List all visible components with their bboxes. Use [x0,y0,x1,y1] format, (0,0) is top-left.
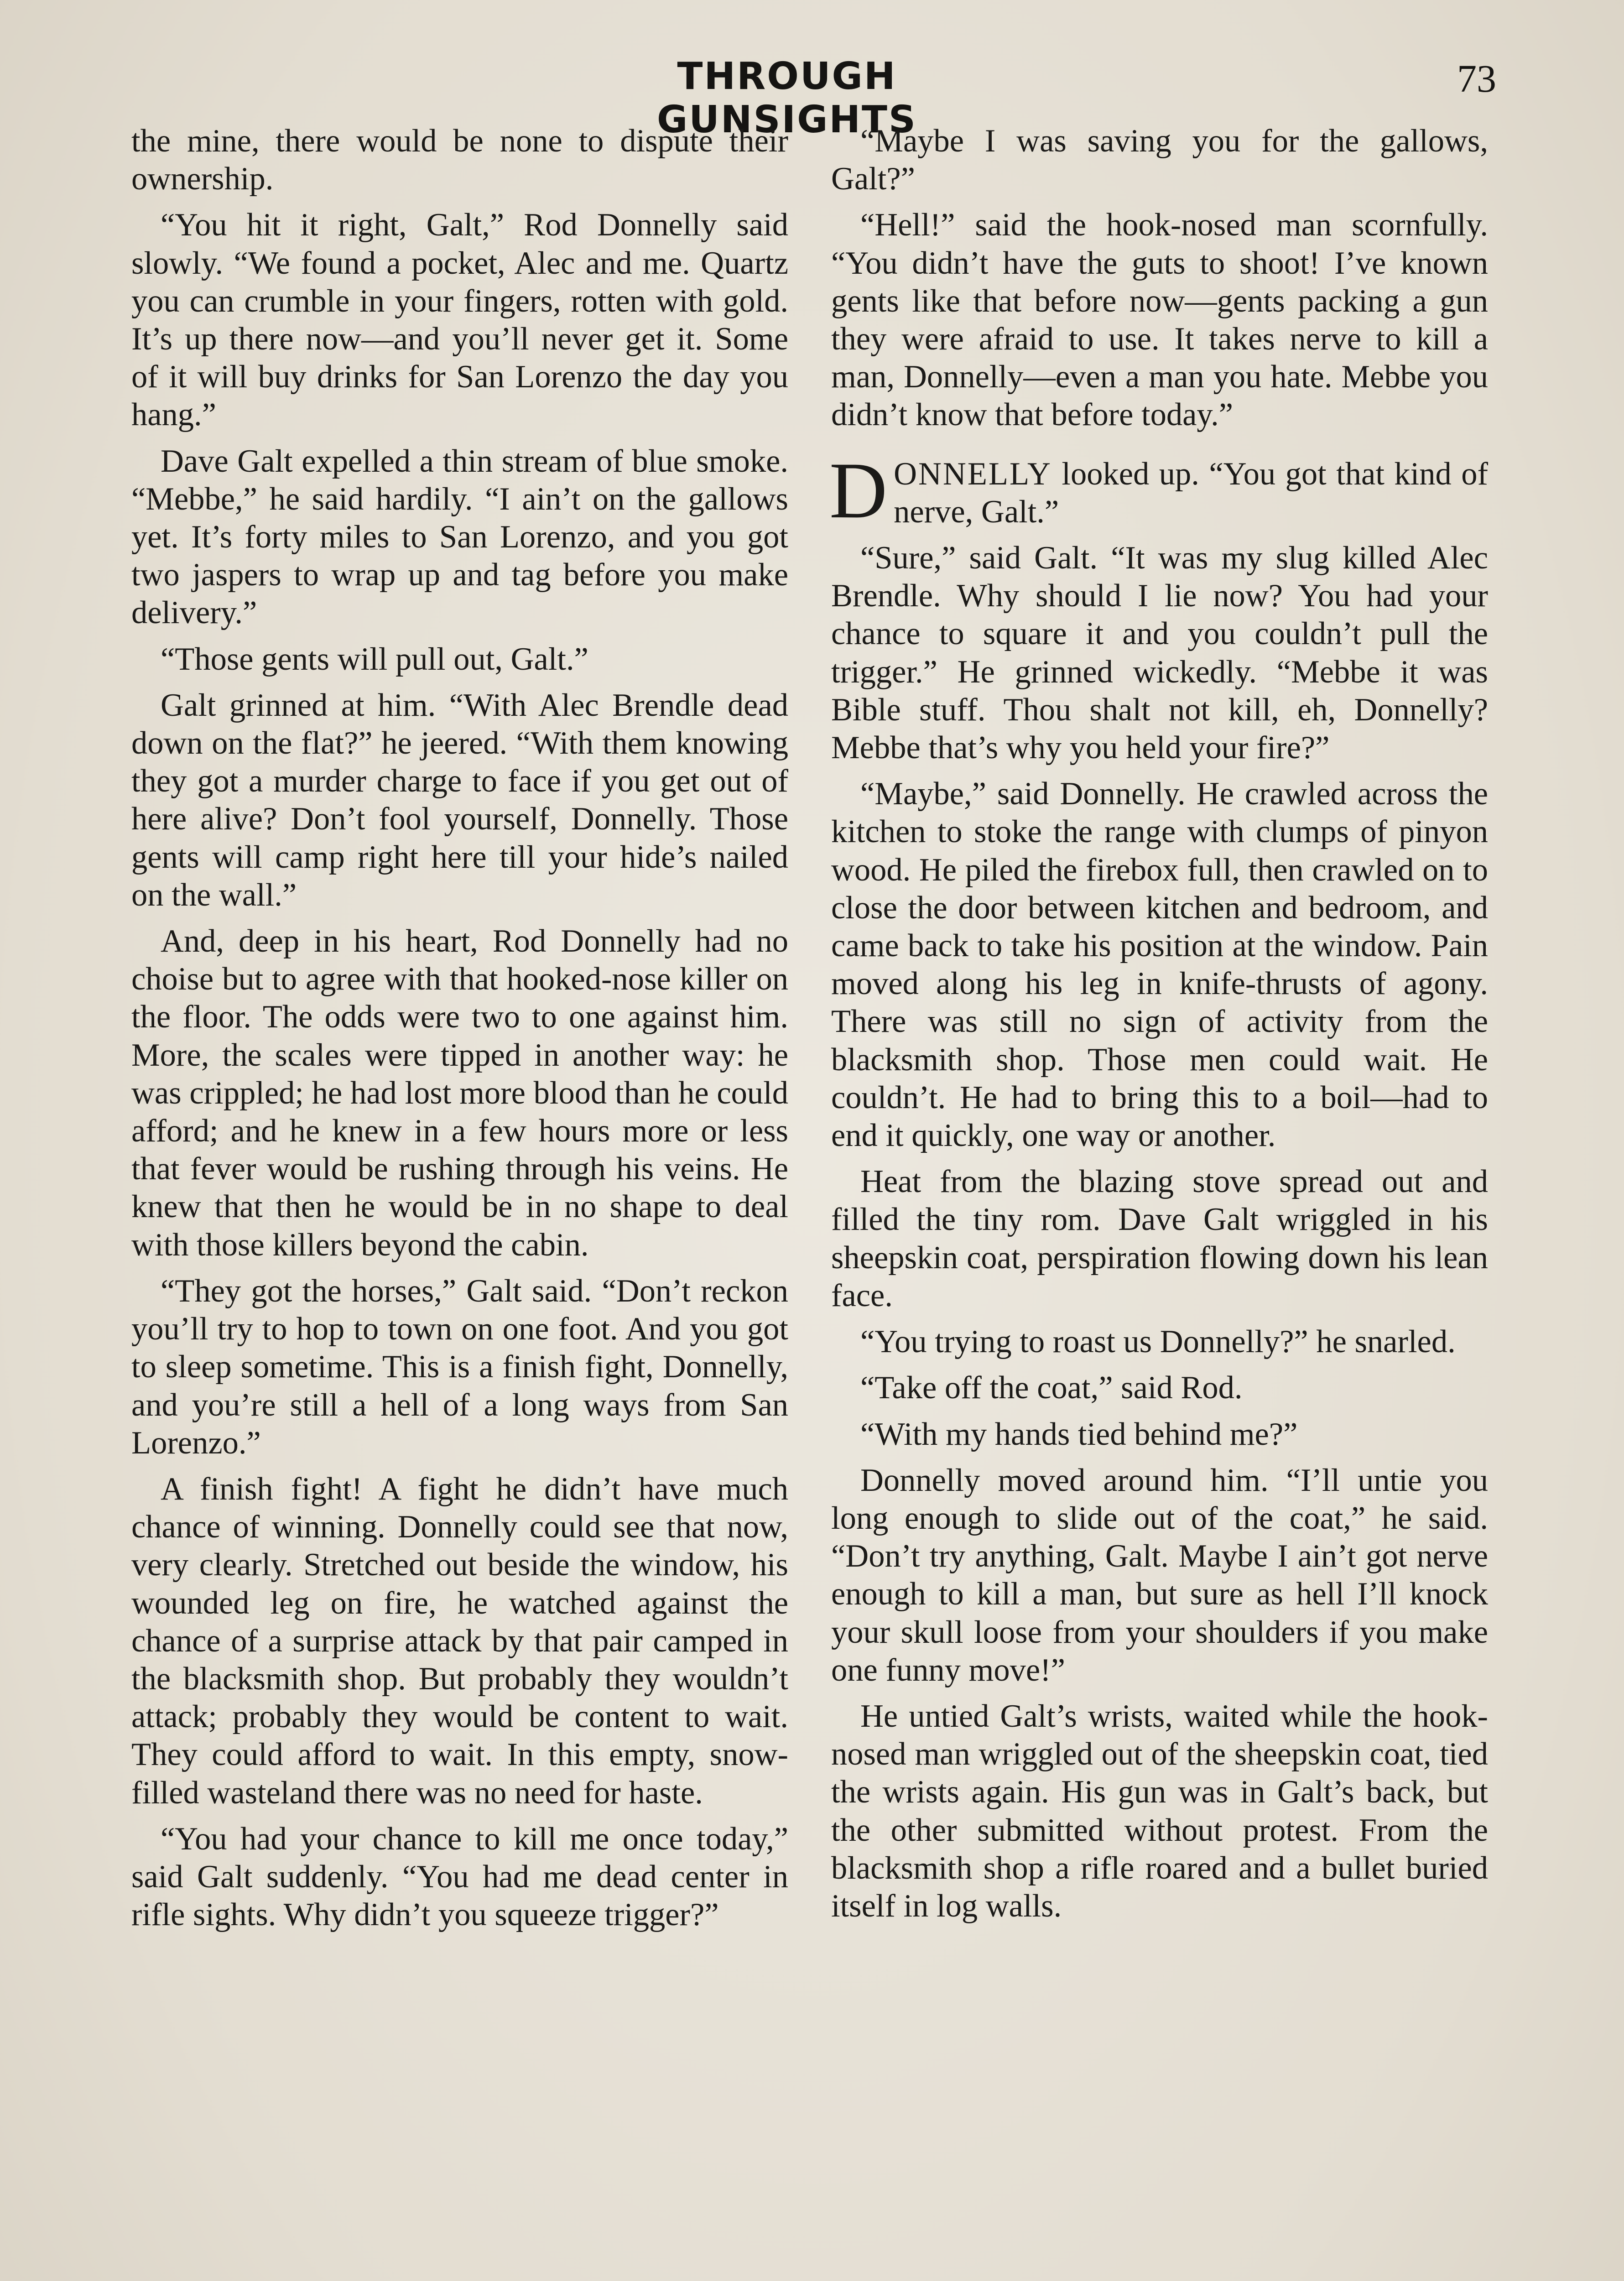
drop-cap-lead: ONNELLY [894,456,1052,492]
paragraph: “Take off the coat,” said Rod. [860,1370,1243,1406]
paragraph: Heat from the blazing stove spread out and filled the tiny rom. Dave Galt wriggled in his sheepskin coat, perspiration flowing down his lean face. [831,1164,1488,1313]
paragraph: A finish fight! A fight he didn’t have much chance of winning. Donnelly could see that now, very clearly. Stretched out beside the window, his wounded leg on fire, he watched against the chance of a surprise attack by that pair camped in the blacksmith shop. But probably they wouldn’t attack; probably they would be content to wait. They could afford to wait. In this empty, snow-filled wasteland there was no need for haste. [131,1471,788,1811]
paragraph: the mine, there would be none to dispute their ownership. [131,123,788,197]
right-column [831,122,1488,1933]
paragraph: Galt grinned at him. “With Alec Brendle dead down on the flat?” he jeered. “With them knowing they got a murder charge to face if you get out of here alive? Don’t fool yourself, Donnelly. Those gents will camp right here till your hide’s nailed on the wall.” [131,687,788,913]
paragraph: “You trying to roast us Donnelly?” he snarled. [860,1324,1456,1360]
section-break-paragraph [829,446,1488,535]
paragraph: He untied Galt’s wrists, waited while the hook-nosed man wriggled out of the sheepskin coat, tied the wrists again. His gun was in Galt’s back, but the other submitted without protest. From the blacksmith shop a rifle roared and a bullet buried itself in log walls. [831,1698,1488,1924]
running-title: THROUGH GUNSIGHTS [656,55,917,141]
paragraph: “Sure,” said Galt. “It was my slug killed Alec Brendle. Why should I lie now? You had your chance to square it and you couldn’t pull the trigger.” He grinned wickedly. “Mebbe it was Bible stuff. Thou shalt not kill, eh, Donnelly? Mebbe that’s why you held your fire?” [831,540,1488,766]
page-number: 73 [1457,57,1496,100]
drop-cap: D [829,446,888,535]
paragraph: “You had your chance to kill me once today,” said Galt suddenly. “You had me dead center in rifle sights. Why didn’t you squeeze trigger?” [131,1821,788,1933]
paragraph: “With my hands tied behind me?” [860,1416,1298,1452]
paragraph: “Maybe,” said Donnelly. He crawled across the kitchen to stoke the range with clumps of pinyon wood. He piled the firebox full, then crawled on to close the door between kitchen and bedroom, and came back to take his position at the window. Pain moved along his leg in knife-thrusts of agony. There was still no sign of activity from the blacksmith shop. Those men could wait. He couldn’t. He had to bring this to a boil—had to end it quickly, one way or another. [831,776,1488,1154]
paragraph: “You hit it right, Galt,” Rod Donnelly said slowly. “We found a pocket, Alec and me. Quartz you can crumble in your fingers, rotten with gold. It’s up there now—and you’ll never get it. Some of it will buy drinks for San Lorenzo the day you hang.” [131,207,788,433]
paragraph: Dave Galt expelled a thin stream of blue smoke. “Mebbe,” he said hardily. “I ain’t on the gallows yet. It’s forty miles to San Lorenzo, and you got two jaspers to wrap up and tag before you make delivery.” [131,443,788,631]
paragraph: “Those gents will pull out, Galt.” [161,641,588,677]
drop-cap-rest: looked up. “You got that kind of nerve, Galt.” [894,456,1488,530]
paragraph: “Maybe I was saving you for the gallows, Galt?” [831,123,1488,197]
paragraph: And, deep in his heart, Rod Donnelly had no choise but to agree with that hooked-nose killer on the floor. The odds were two to one against him. More, the scales were tipped in another way: he was crippled; he had lost more blood than he could afford; and he knew in a few hours more or less that fever would be rushing through his veins. He knew that then he would be in no shape to deal with those killers beyond the cabin. [131,923,788,1263]
paragraph: “Hell!” said the hook-nosed man scornfully. “You didn’t have the guts to shoot! I’ve known gents like that before now—gents packing a gun they were afraid to use. It takes nerve to kill a man, Donnelly—even a man you hate. Mebbe you didn’t know that before today.” [831,207,1488,433]
left-column [131,122,788,1942]
paragraph: “They got the horses,” Galt said. “Don’t reckon you’ll try to hop to town on one foot. And you got to sleep sometime. This is a finish fight, Donnelly, and you’re still a hell of a long ways from San Lorenzo.” [131,1273,788,1461]
paragraph: Donnelly moved around him. “I’ll untie you long enough to slide out of the coat,” he said. “Don’t try anything, Galt. Maybe I ain’t got nerve enough to kill a man, but sure as hell I’ll knock your skull loose from your shoulders if you make one funny move!” [831,1462,1488,1688]
